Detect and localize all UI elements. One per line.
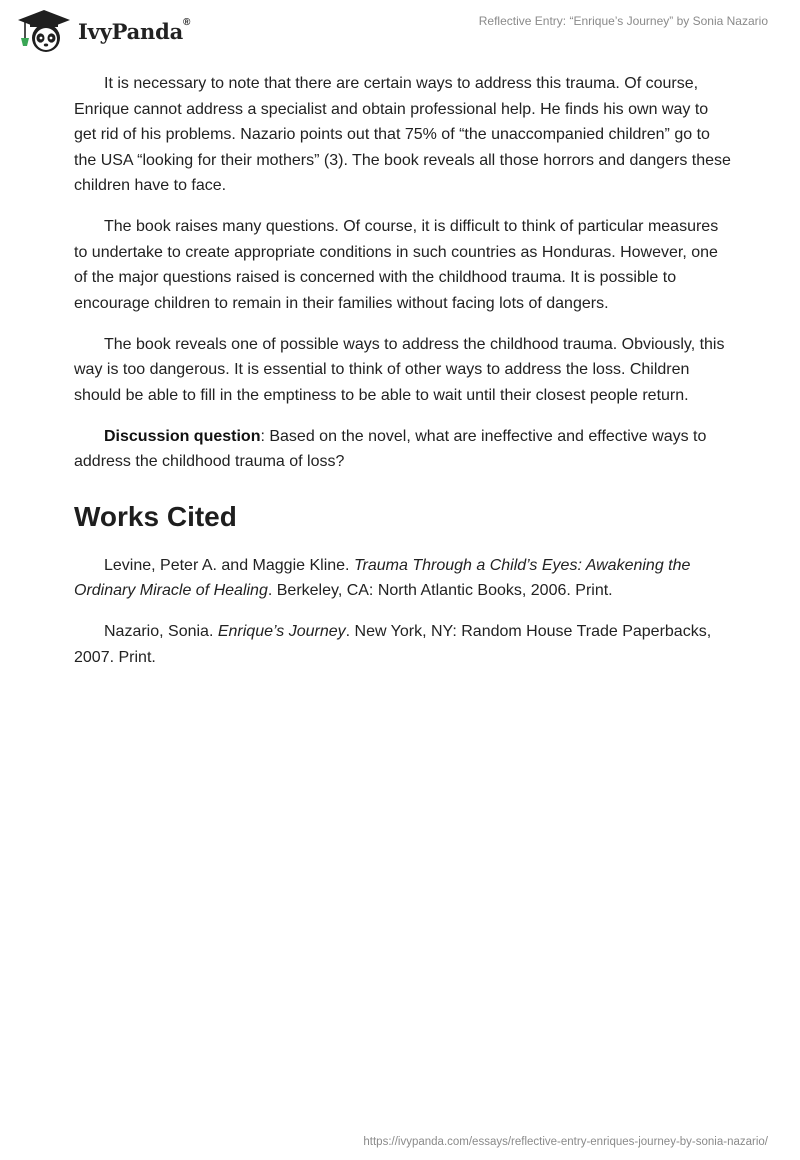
citation-title: Enrique’s Journey <box>217 623 346 640</box>
discussion-label: Discussion question <box>104 427 261 445</box>
works-cited-heading: Works Cited <box>74 500 237 532</box>
body-paragraph: The book reveals one of possible ways to address the childhood trauma. Obviously, this way is too dangerous. It is essential to think of other ways to address the loss. Children should be able to fill in the emptiness to be able to wait until their closest people return. <box>74 335 725 404</box>
discussion-text: : Based on the novel, what are ineffective and effective ways to address the childhood trauma of loss? <box>74 427 707 470</box>
page-header <box>0 0 800 60</box>
citation-entry: Nazario, Sonia. Enrique’s Journey. New York, NY: Random House Trade Paperbacks, 2007. Print. <box>74 623 712 666</box>
brand-name: IvyPanda® <box>78 16 191 44</box>
body-paragraph: The book raises many questions. Of course, it is difficult to think of particular measures to undertake to create appropriate conditions in such countries as Honduras. However, one of the major questions raised is concerned with the childhood trauma. It is possible to encourage children to remain in their families without facing lots of dangers. <box>74 218 719 312</box>
ivypanda-logo[interactable] <box>16 8 190 54</box>
body-paragraph: It is necessary to note that there are certain ways to address this trauma. Of course, Enrique cannot address a specialist and obtain professional help. He finds his own way to get rid of his problems. Nazario points out that 75% of “the unaccompanied children” go to the USA “looking for their mothers” (3). The book reveals all those horrors and dangers these children have to face. <box>74 75 731 194</box>
citation-title: Trauma Through a Child’s Eyes: Awakening the Ordinary Miracle of Healing <box>74 556 691 599</box>
discussion-question <box>74 424 734 475</box>
citation-entry: Levine, Peter A. and Maggie Kline. Trauma Through a Child’s Eyes: Awakening the Ordinary Miracle of Healing. Berkeley, CA: North Atlantic Books, 2006. Print. <box>74 556 691 599</box>
essay-content <box>74 71 734 686</box>
document-title: Reflective Entry: “Enrique’s Journey” by Sonia Nazario <box>478 14 768 28</box>
source-url-link[interactable]: https://ivypanda.com/essays/reflective-entry-enriques-journey-by-sonia-nazario/ <box>363 1136 768 1148</box>
panda-logo-icon <box>16 8 72 54</box>
